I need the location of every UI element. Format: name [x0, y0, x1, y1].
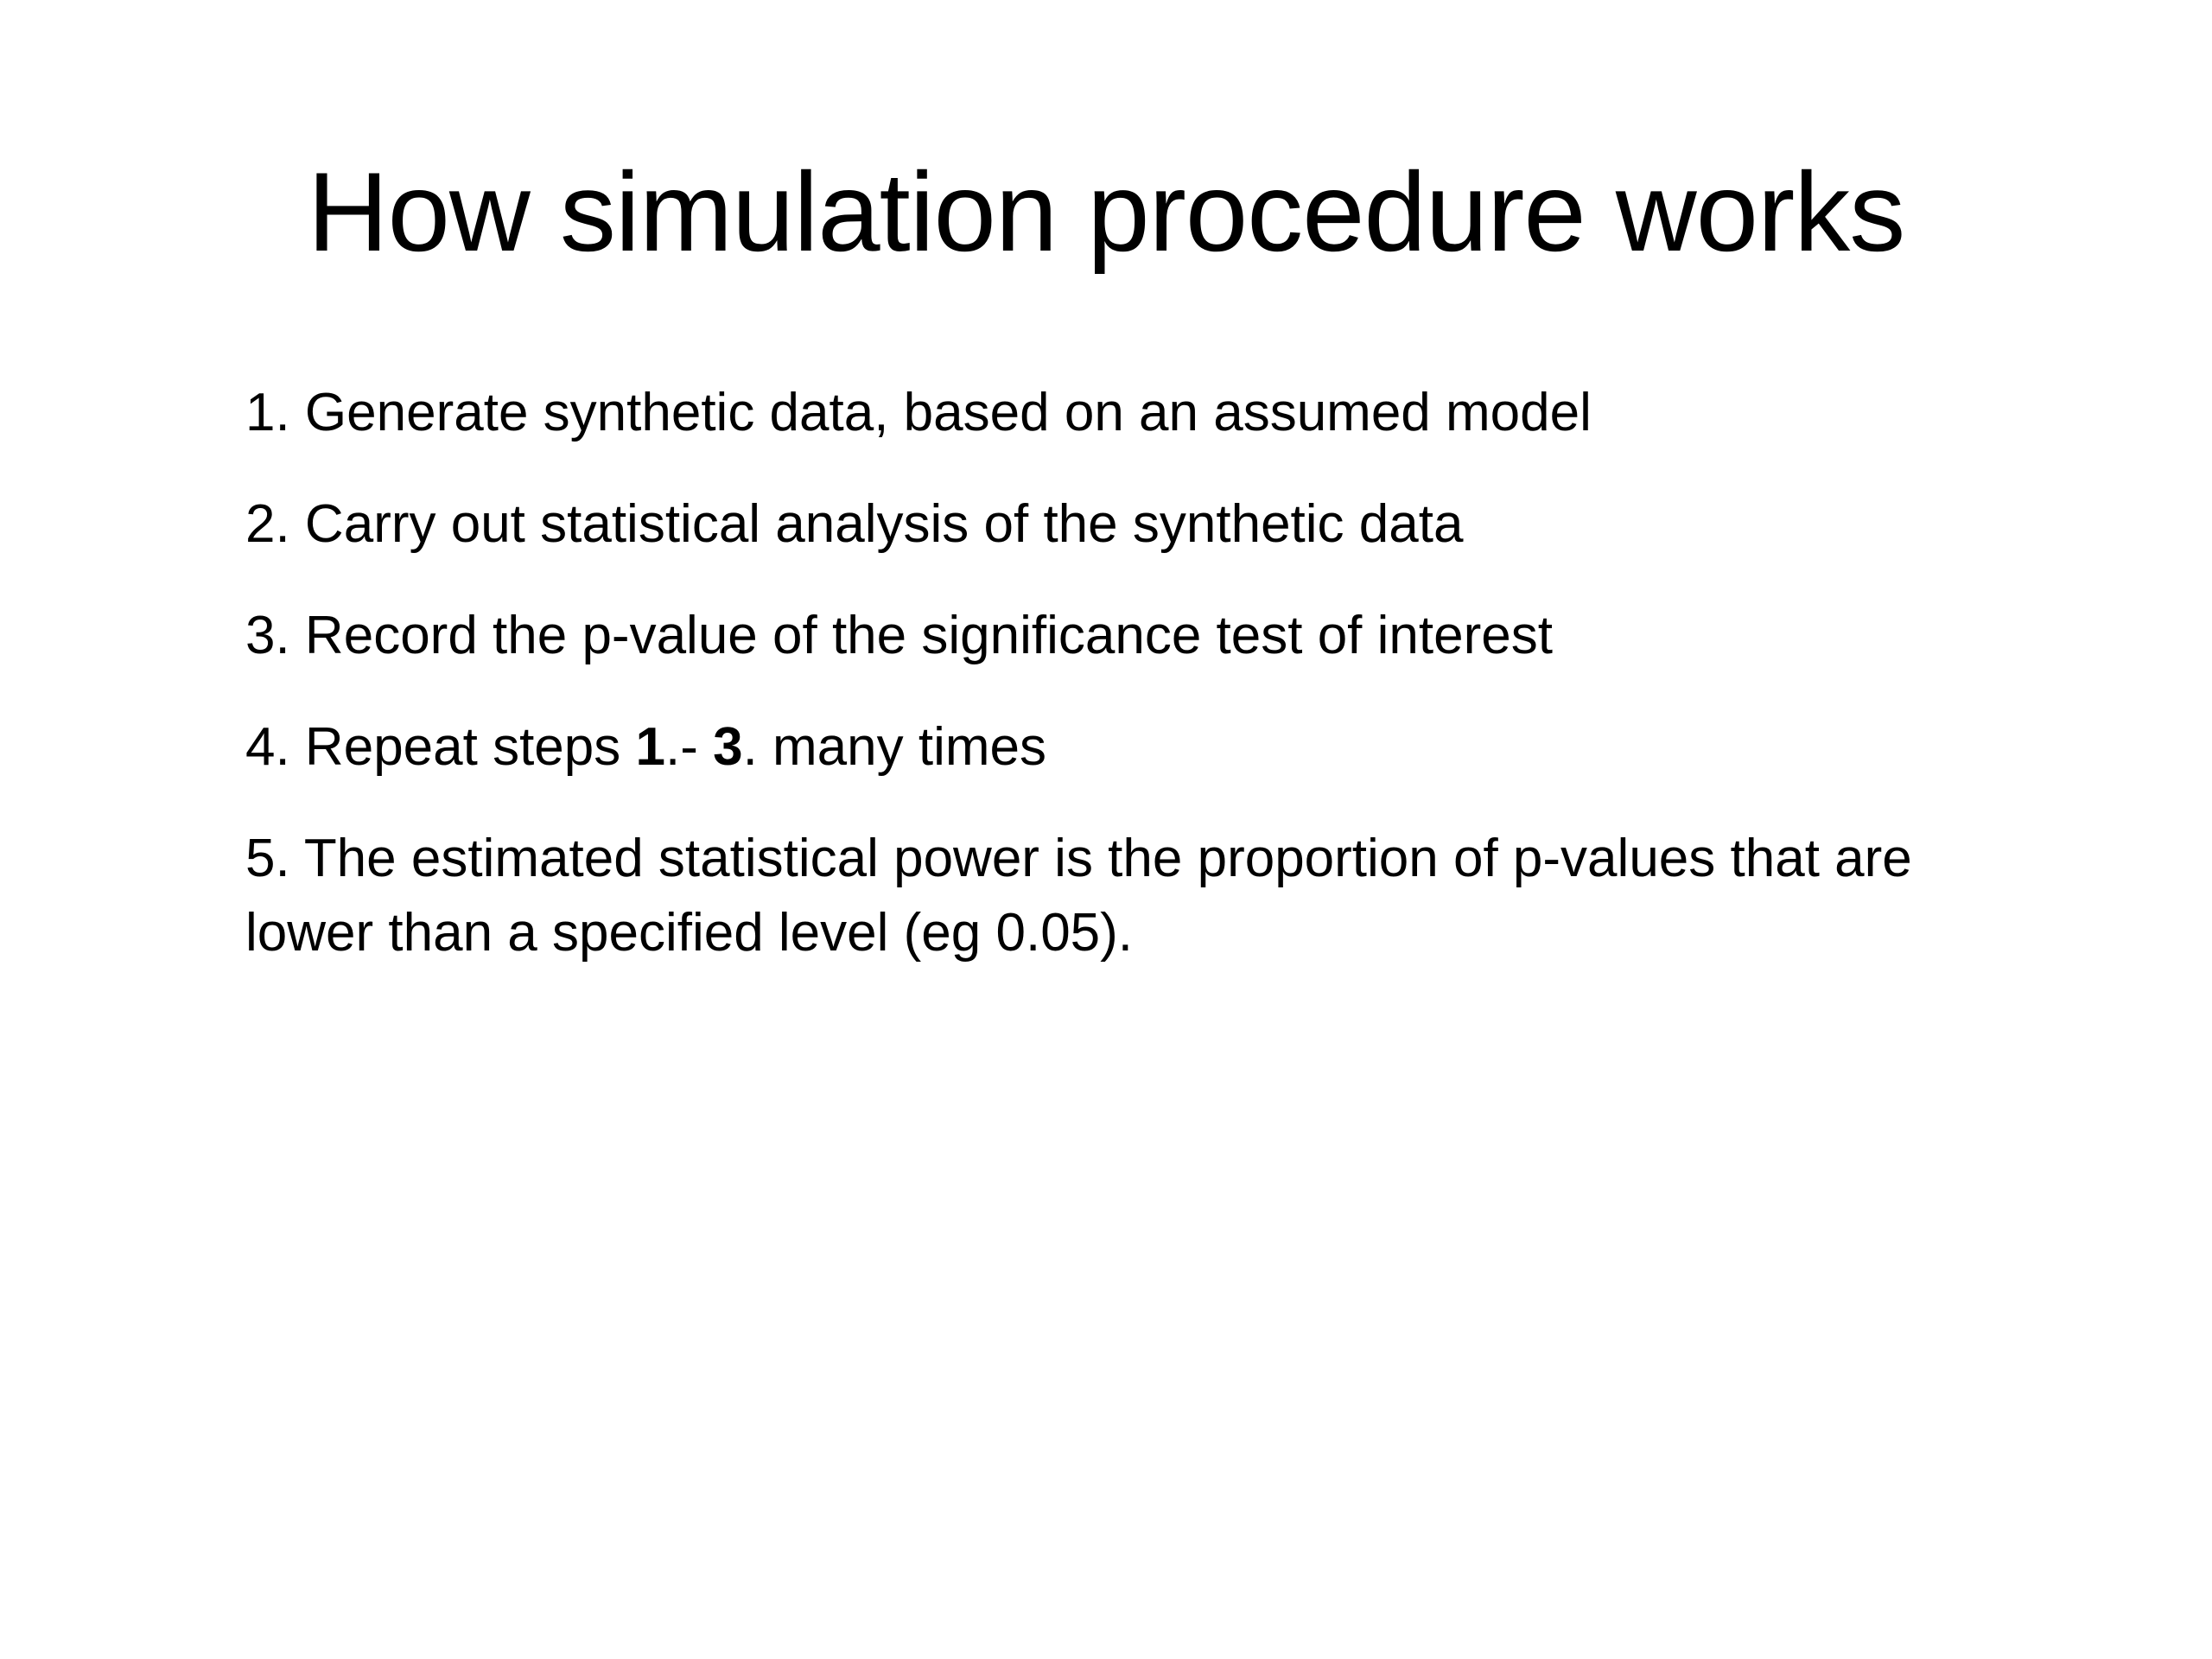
steps-list [245, 376, 1982, 1007]
step-4-suffix: . many times [742, 717, 1046, 777]
step-item-4 [245, 710, 1982, 785]
step-item-5: 5. The estimated statistical power is the proportion of p-values that are lower than a specified level (eg 0.05). [245, 829, 1912, 963]
step-item-2: 2. Carry out statistical analysis of the synthetic data [245, 494, 1464, 554]
slide-title: How simulation procedure works [307, 149, 1905, 275]
step-4-mid: .- [664, 717, 714, 777]
step-4-prefix: 4. Repeat steps [245, 717, 636, 777]
step-4-bold-start: 1 [635, 717, 665, 777]
step-item-3: 3. Record the p-value of the significance test of interest [245, 606, 1553, 665]
step-4-bold-end: 3 [713, 717, 743, 777]
step-item-1: 1. Generate synthetic data, based on an assumed model [245, 383, 1592, 442]
